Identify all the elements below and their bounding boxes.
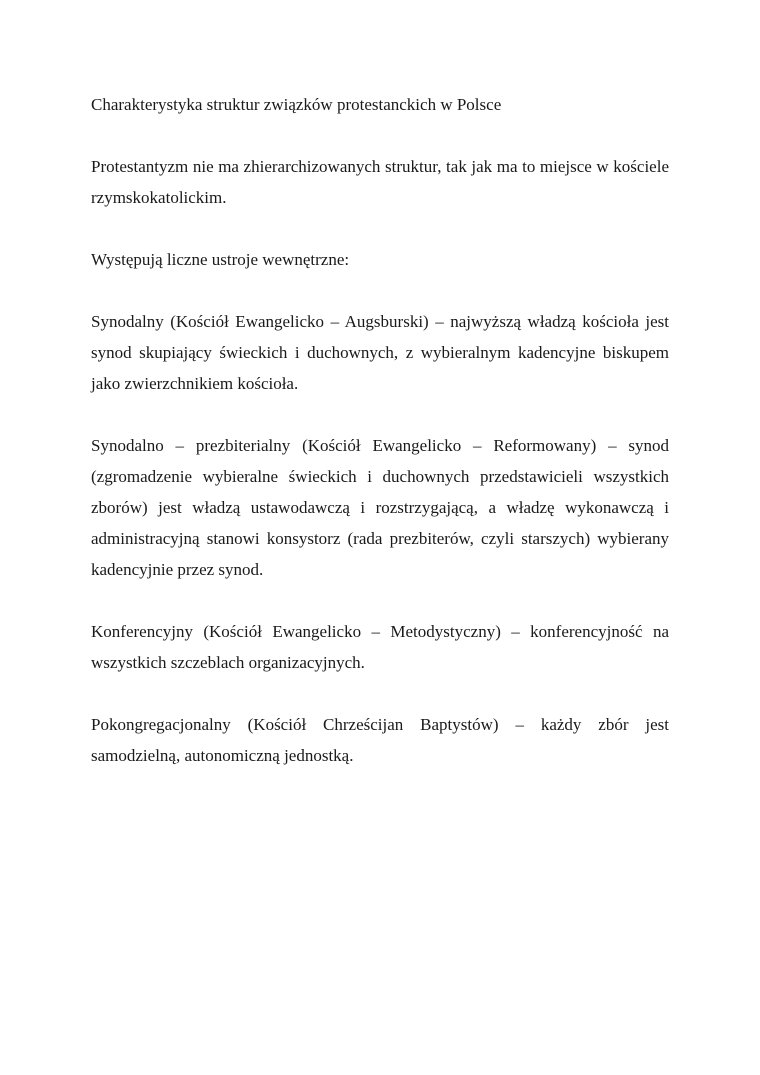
paragraph-konferencyjny: Konferencyjny (Kościół Ewangelicko – Metodystyczny) – konferencyjność na wszystkich szczeblach organizacyjnych. [91,622,669,672]
paragraph-lead: Występują liczne ustroje wewnętrzne: [91,250,350,269]
paragraph-synodalny: Synodalny (Kościół Ewangelicko – Augsburski) – najwyższą władzą kościoła jest synod skupiający świeckich i duchownych, z wybieralnym kadencyjne biskupem jako zwierzchnikiem kościoła. [91,312,669,393]
document-body [91,89,669,802]
document-title: Charakterystyka struktur związków protestanckich w Polsce [91,95,502,114]
paragraph-synodalno-prezbiterialny: Synodalno – prezbiterialny (Kościół Ewangelicko – Reformowany) – synod (zgromadzenie wybieralne świeckich i duchownych przedstawicieli wszystkich zborów) jest władzą ustawodawczą i rozstrzygającą, a władzę wykonawczą i administracyjną stanowi konsystorz (rada prezbiterów, czyli starszych) wybierany kadencyjnie przez synod. [91,436,669,579]
paragraph-pokongregacjonalny: Pokongregacjonalny (Kościół Chrześcijan Baptystów) – każdy zbór jest samodzielną, autonomiczną jednostką. [91,715,669,765]
paragraph-intro: Protestantyzm nie ma zhierarchizowanych struktur, tak jak ma to miejsce w kościele rzymskokatolickim. [91,157,669,207]
